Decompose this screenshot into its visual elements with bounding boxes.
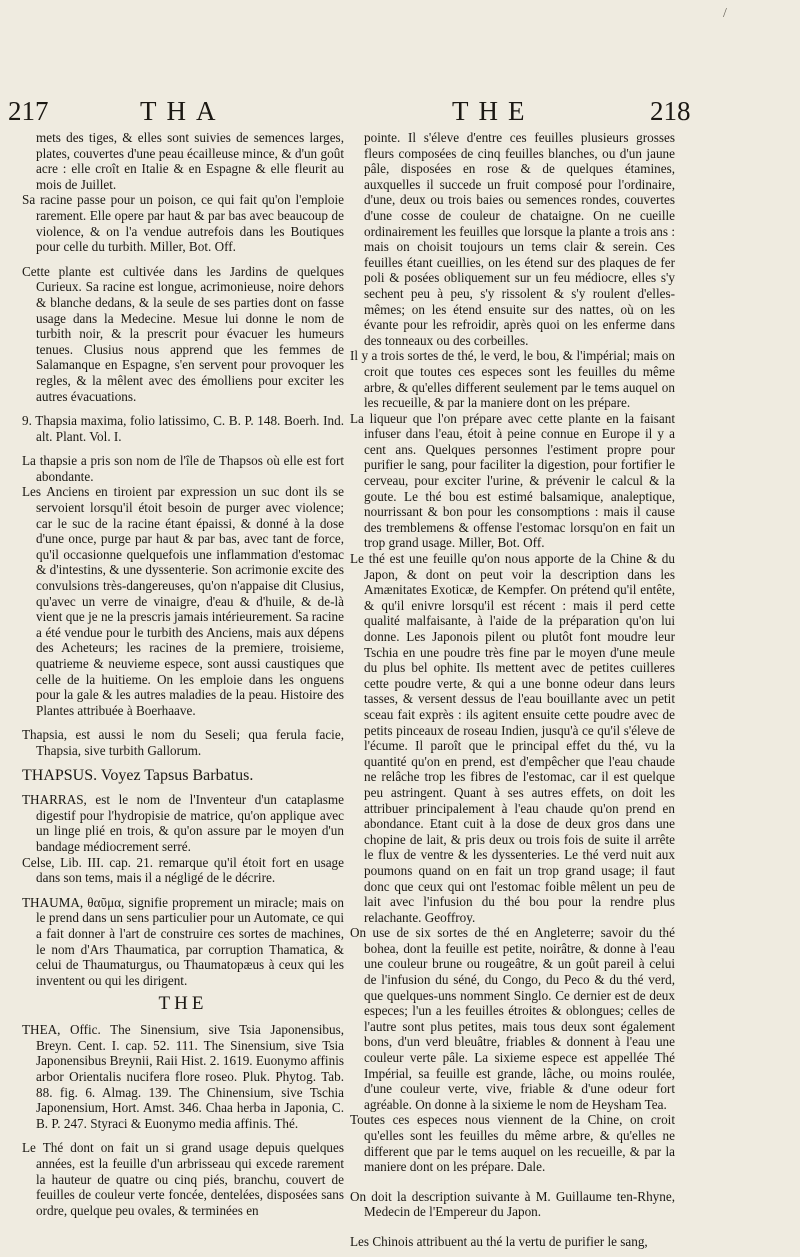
margin-mark: / (723, 6, 727, 21)
left-para-1: mets des tiges, & elles sont suivies de semences larges, plates, couvertes d'une peau écailleuse mince, & d'un goût acre : elle croît en Italie & en Espagne & elle fleurit au mois de Juillet. (36, 130, 344, 192)
right-column (350, 130, 675, 1250)
right-para-7: On doit la description suivante à M. Guillaume ten-Rhyne, Medecin de l'Empereur du Japon. (350, 1188, 675, 1220)
right-para-5: On use de six sortes de thé en Angleterre; savoir du thé bohea, dont la feuille est petite, noirâtre, & donne à l'eau une couleur brune ou rougeâtre, & un goût pareil à celui de l'infusion du séné, du Congo, du Peco & du thé verd, que quelques-uns nomment Singlo. Ce dernier est de deux especes; l'un a les feuilles étroites & oblongues; celles de l'autre sont plus petites, mais tous deux sont également bons, d'un verd bleuâtre, friables & donnent à l'eau une couleur verte pâle. La sixieme espece est appellée Thé Impérial, sa feuille est grande, lâche, ou moins roulée, d'une couleur verte, vive, friable & d'une odeur fort agréable. On donne à la sixieme le nom de Heysham Tea. (350, 925, 675, 1112)
left-entry-tharras: THARRAS, est le nom de l'Inventeur d'un cataplasme digestif pour l'hydropisie de matrice, qu'on applique avec un linge plié en trois, & qu'on assure par le moyen d'un bandage médiocrement serré. (22, 792, 344, 854)
right-para-8: Les Chinois attribuent au thé la vertu de purifier le sang, (350, 1233, 648, 1249)
left-para-3: Cette plante est cultivée dans les Jardins de quelques Curieux. Sa racine est longue, acrimonieuse, noire dehors & blanche dedans, & la seule de ses parties dont on fasse usage dans la Medecine. Mesue lui donne le nom de turbith noir, & la prescrit pour évacuer les humeurs tenues. Clusius nous apprend que les femmes de Salamanque en Espagne, s'en servent pour provoquer les regles, & la mêlent avec des émolliens pour exciter les autres évacuations. (22, 263, 344, 404)
right-para-2: Il y a trois sortes de thé, le verd, le bou, & l'impérial; mais on croit que toutes ces especes sont les feuilles du même arbre, & qu'elles different seulement par le tems auquel on les recueille, & par la maniere dont on les prépare. (350, 348, 675, 411)
page-header (0, 96, 800, 132)
running-head-right: THE (452, 96, 535, 126)
running-head-left: THA (140, 96, 226, 126)
right-para-6: Toutes ces especes nous viennent de la Chine, on croit qu'elles sont les feuilles du même arbre, & qu'elles ne different que par le tems auquel on les recueille, & par la maniere dont on les prépare. Dale. (350, 1112, 675, 1175)
left-para-the-intro: Le Thé dont on fait un si grand usage depuis quelques années, est la feuille d'un arbrisseau qui excede rarement la hauteur de quatre ou cinq piés, branchu, couvert de feuilles de couleur verte foncée, dentelées, disposées sans ordre, quelque peu ovales, & terminées en (22, 1140, 344, 1218)
page-number-right: 218 (650, 96, 691, 126)
left-para-6: Les Anciens en tiroient par expression un suc dont ils se servoient lorsqu'il étoit besoin de purger avec violence; car le suc de la racine étant épaissi, & donné à la dose d'une once, purge par haut & par bas, avec tant de force, qu'il occasionne quelquefois une inflammation d'estomac & d'intestins, & une dyssenterie. Son acrimonie excite des convulsions très-dangereuses, qu'on n'appaise dit Clusius, qu'avec un verre de vinaigre, d'eau & d'huile, & de-là vient que je ne la prescris jamais intérieurement. Sa racine a été vendue pour le turbith des Anciens, mais aux dépens des Acheteurs; les racines de la premiere, troisieme, quatrieme & neuvieme espece, sont aussi caustiques que celle de la huitieme. On les emploie dans les onguens pour la gale & les autres maladies de la peau. Histoire des Plantes attribuée à Boerhaave. (22, 484, 344, 718)
section-heading-the: THE (158, 993, 208, 1015)
left-para-5: La thapsie a pris son nom de l'île de Thapsos où elle est fort abondante. (22, 453, 344, 484)
page-number-left: 217 (8, 96, 49, 126)
right-para-3: La liqueur que l'on prépare avec cette plante en la faisant infuser dans l'eau, étoit à peine connue en Europe il y a cent ans. Quelques personnes l'estiment propre pour purifier le sang, pour faciliter la digestion, pour fortifier le cerveau, pour exciter l'urine, & prévenir le calcul & la goute. Le thé bou est estimé balsamique, analeptique, nourrissant & bon pour les consomptions : mais il cause des tremblemens & offense l'estomac lorsqu'on en fait un trop grand usage. Miller, Bot. Off. (350, 410, 675, 551)
right-para-1: pointe. Il s'éleve d'entre ces feuilles plusieurs grosses fleurs composées de cinq feuilles blanches, ou d'un jaune pâle, disposées en rose & de quelques étamines, auxquelles il succede un fruit composé pour l'ordinaire, d'une, deux ou trois baies ou semences rondes, couvertes d'une cosse de couleur de chataigne. On ne cueille ordinairement les feuilles que lorsque la plante a trois ans : mais on choisit toujours un tems clair & serein. Ces feuilles étant cueillies, on les étend sur des plaques de fer poli & posées obliquement sur un feu médiocre, elles s'y sechent peu à peu, s'y rissolent & s'y roulent d'elles-mêmes; on les étend ensuite sur des nattes, où on les évante pour les refroidir, après quoi on les enferme dans des tonneaux ou des corbeilles. (364, 130, 675, 348)
left-para-7: Thapsia, est aussi le nom du Seseli; qua ferula facie, Thapsia, sive turbith Gallorum. (22, 727, 344, 758)
left-entry-thauma: THAUMA, θαῦμα, signifie proprement un miracle; mais on le prend dans un sens particulier pour un Automate, ce qui a fait donner à l'art de construire ces sortes de machines, le nom d'Ars Thaumatica, par corruption Thamatica, & celui de Thaumaturgus, ou Thaumatopæus à ceux qui les inventent ou qui les dirigent. (22, 894, 344, 988)
left-para-celse: Celse, Lib. III. cap. 21. remarque qu'il étoit fort en usage dans son tems, mais il a négligé de le décrire. (22, 854, 344, 886)
left-para-4: 9. Thapsia maxima, folio latissimo, C. B. P. 148. Boerh. Ind. alt. Plant. Vol. I. (22, 413, 344, 444)
left-para-2: Sa racine passe pour un poison, ce qui fait qu'on l'emploie rarement. Elle opere par haut & par bas avec beaucoup de violence, & on l'a vendue autrefois dans les Boutiques pour celle du turbith. Miller, Bot. Off. (22, 192, 344, 255)
right-para-4: Le thé est une feuille qu'on nous apporte de la Chine & du Japon, & dont on peut voir la description dans les Amænitates Exoticæ, de Kempfer. On prétend qu'il entête, & qu'il enivre lorsqu'il est récent : mais il perd cette qualité malfaisante, à l'aide de la préparation qu'on lui donne. Les Japonois pilent ou plutôt font moudre leur Tschia en une poudre très fine par le moyen d'une meule du plus bel ophite. Ils mettent avec de petites cuilleres cette poudre verte, & qui a une bonne odeur dans leurs tasses, & versent dessus de l'eau bouillante avec un petit sceau fait exprès : ils agitent ensuite cette poudre avec de petits pinceaux de roseau Indien, jusqu'à ce qu'il s'éleve de l'écume. Il paroît que le principal effet du thé, vu la quantité qu'on en prend, est d'empêcher que l'eau chaude ne relâche trop les fibres de l'estomac, car il est quelque peu astringent. Quant à ses autres effets, on doit les attribuer principalement à l'eau chaude qu'on prend en abondance. Etant cuit à la dose de deux gros dans une chopine de lait, & pris deux ou trois fois de suite il arrête le flux de ventre & les dyssenteries. Le thé verd nuit aux poumons quand on en fait un trop grand usage; il faut donc que ceux qui ont l'estomac foible mêlent un peu de lait avec l'infusion du thé bou pour la rendre plus relachante. Geoffroy. (350, 551, 675, 925)
left-entry-thapsus: THAPSUS. Voyez Tapsus Barbatus. (22, 766, 254, 784)
left-entry-thea: THEA, Offic. The Sinensium, sive Tsia Japonensibus, Breyn. Cent. I. cap. 52. 111. The Sinensium, sive Tsia Japonensibus Breynii, Raii Hist. 2. 1619. Euonymo affinis arbor Orientalis nucifera flore roseo. Pluk. Phytog. Tab. 88. fig. 6. Almag. 139. The Chinensium, sive Tschia Japonensium, Hort. Amst. 346. Chaa herba in Japonia, C. B. P. 247. Styraci & Euonymo media affinis. Thé. (22, 1022, 344, 1131)
left-column (22, 130, 344, 1250)
